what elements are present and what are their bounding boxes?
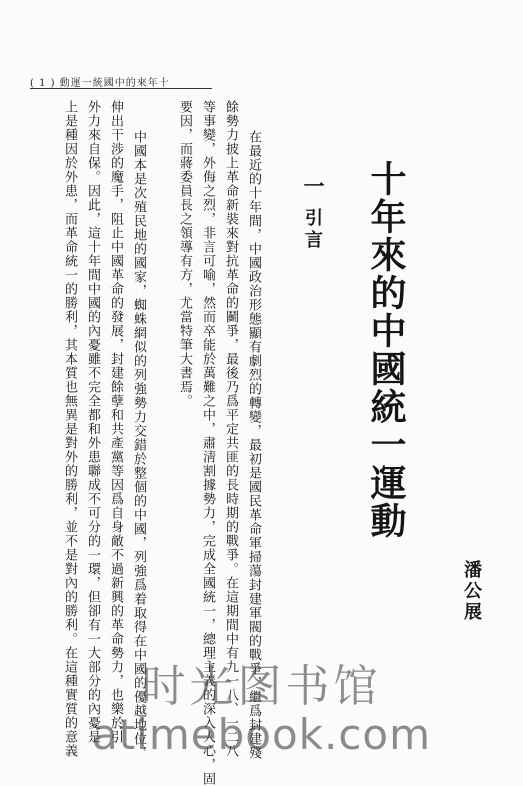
body-line-3: 等事變，外侮之烈，非言可喻，然而卒能於萬難之中，肅淸割據勢力，完成全國統一，總理主義的深入人心，固	[200, 100, 215, 786]
body-line-6: 中國本是次殖民地的國家，蜘蛛網似的列強勢力交錯於整個的中國，列強爲着取得在中國的優越地位，	[131, 130, 146, 760]
body-line-7: 伸出干涉的魔手，阻止中國革命的發展，封建餘孽和共產黨等因爲自身敵不過新興的革命勢力，也樂於引	[108, 100, 123, 744]
body-line-2: 餘勢力披上革命新裝來對抗革命的鬬爭，最後乃爲平定共匪的長時期的戰爭。在這期間中有九一八、一二八	[223, 100, 238, 758]
running-head: ( 1 ) 動運一統國中的來年十	[30, 78, 170, 89]
header-rule	[30, 88, 212, 89]
body-line-9: 上是種因於外患，而革命統一的勝利，其本質也無異是對外的勝利，並不是對內的勝利。在這種實質的意義	[62, 100, 77, 758]
section-number: 一	[301, 175, 326, 196]
body-line-1: 在最近的十年間，中國政治形態顯有劇烈的轉變，最初是國民革命軍掃蕩封建軍閥的戰爭，繼爲封建殘	[246, 130, 261, 760]
watermark-url: atimebook.com	[91, 710, 432, 759]
article-title: 十年來的中國統一運動	[365, 160, 407, 540]
watermark-chinese: 时光图书馆	[141, 661, 382, 712]
author-name: 潘公展	[461, 560, 482, 623]
body-line-8: 外力來自保。因此，這十年間中國的內憂雖不完全都和外患聯成不可分的一環，但卻有一大部分的內憂是	[85, 100, 100, 744]
section-title: 引言	[302, 208, 323, 252]
body-line-4: 要因，而蔣委員長之領導有方，尤當特筆大書焉。	[177, 100, 192, 408]
